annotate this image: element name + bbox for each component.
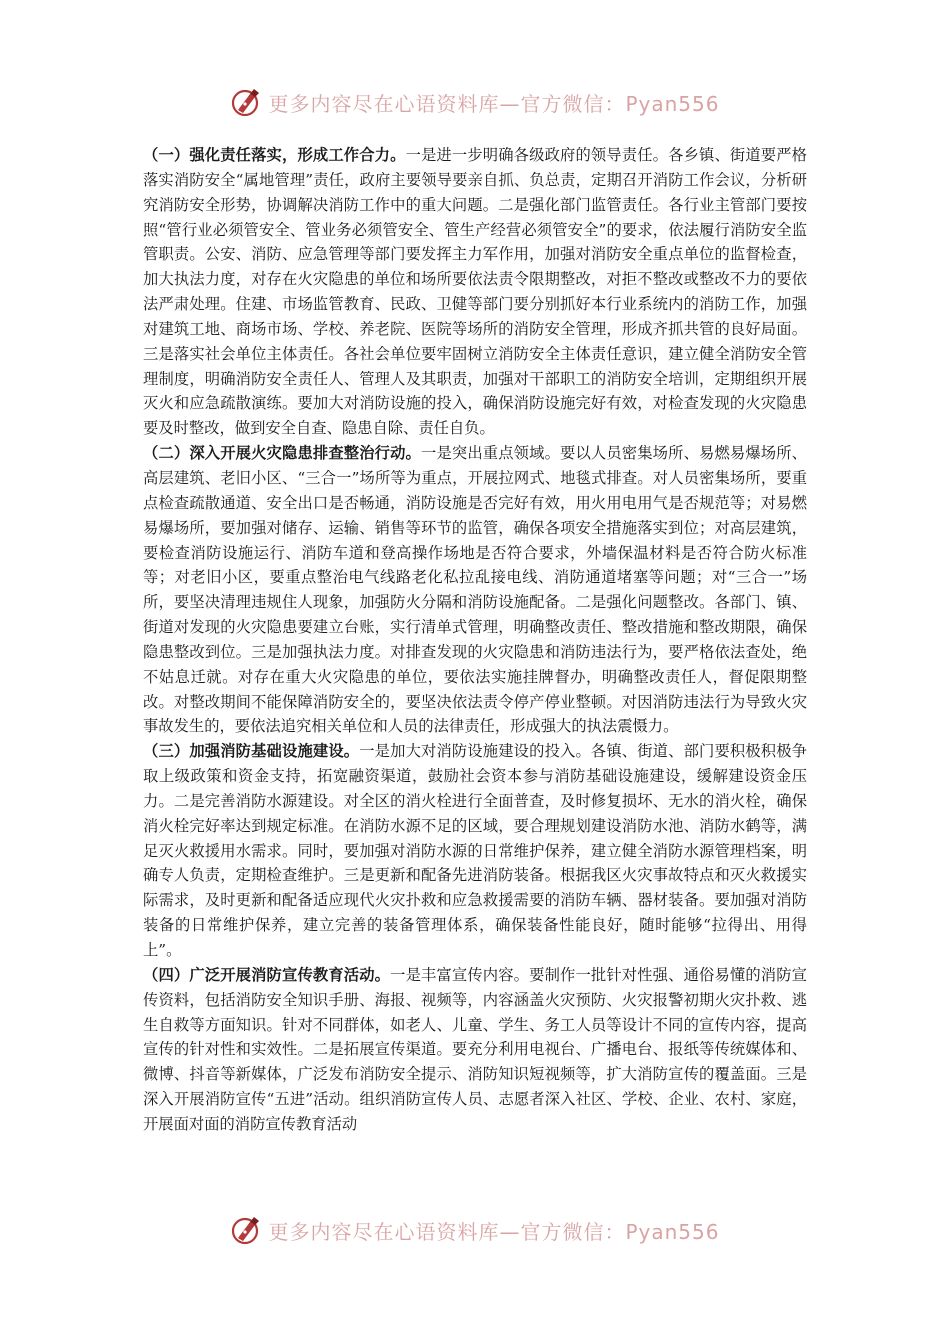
section-body: 一是加大对消防设施建设的投入。各镇、街道、部门要积极积极争取上级政策和资金支持，拓宽融资渠道，鼓励社会资本参与消防基础设施建设，缓解建设资金压力。二是完善消防水源建设。对全区的消火栓进行全面普查，及时修复损坏、无水的消火栓，确保消火栓完好率达到规定标准。在消防水源不足的区域，要合理规划建设消防水池、消防水鹤等，满足灭火救援用水需求。同时，要加强对消防水源的日常维护保养，建立健全消防水源管理档案，明确专人负责，定期检查维护。三是更新和配备先进消防装备。根据我区火灾事故特点和灭火救援实际需求，及时更新和配备适应现代火灾扑救和应急救援需要的消防车辆、器材装备。要加强对消防装备的日常维护保养，建立完善的装备管理体系，确保装备性能良好，随时能够“拉得出、用得上”。 (143, 742, 807, 959)
section-4 (143, 963, 807, 1137)
document-body (143, 143, 807, 1137)
section-heading: （一）强化责任落实，形成工作合力。 (143, 146, 406, 164)
section-body: 一是突出重点领域。要以人员密集场所、易燃易爆场所、高层建筑、老旧小区、“三合一”场所等为重点，开展拉网式、地毯式排查。对人员密集场所，要重点检查疏散通道、安全出口是否畅通，消防设施是否完好有效，用火用电用气是否规范等；对易燃易爆场所，要加强对储存、运输、销售等环节的监管，确保各项安全措施落实到位；对高层建筑，要检查消防设施运行、消防车道和登高操作场地是否符合要求，外墙保温材料是否符合防火标准等；对老旧小区，要重点整治电气线路老化私拉乱接电线、消防通道堵塞等问题；对“三合一”场所，要坚决清理违规住人现象，加强防火分隔和消防设施配备。二是强化问题整改。各部门、镇、街道对发现的火灾隐患要建立台账，实行清单式管理，明确整改责任、整改措施和整改期限，确保隐患整改到位。三是加强执法力度。对排查发现的火灾隐患和消防违法行为，要严格依法查处，绝不姑息迁就。对存在重大火灾隐患的单位，要依法实施挂牌督办，明确整改责任人，督促限期整改。对整改期间不能保障消防安全的，要坚决依法责令停产停业整顿。对因消防违法行为导致火灾事故发生的，要依法追究相关单位和人员的法律责任，形成强大的执法震慑力。 (143, 444, 807, 736)
footer-banner (0, 1210, 950, 1250)
pen-nib-logo-icon (230, 86, 262, 118)
section-3 (143, 739, 807, 963)
section-heading: （四）广泛开展消防宣传教育活动。 (143, 965, 391, 984)
section-heading: （三）加强消防基础设施建设。 (143, 742, 360, 761)
section-body: 一是进一步明确各级政府的领导责任。各乡镇、街道要严格落实消防安全“属地管理”责任，政府主要领导要亲自抓、负总责，定期召开消防工作会议，分析研究消防安全形势，协调解决消防工作中的重大问题。二是强化部门监管责任。各行业主管部门要按照“管行业必须管安全、管业务必须管安全、管生产经营必须管安全”的要求，依法履行消防安全监管职责。公安、消防、应急管理等部门要发挥主力军作用，加强对消防安全重点单位的监督检查，加大执法力度，对存在火灾隐患的单位和场所要依法责令限期整改，对拒不整改或整改不力的要依法严肃处理。住建、市场监管教育、民政、卫健等部门要分别抓好本行业系统内的消防工作，加强对建筑工地、商场市场、学校、养老院、医院等场所的消防安全管理，形成齐抓共管的良好局面。三是落实社会单位主体责任。各社会单位要牢固树立消防安全主体责任意识，建立健全消防安全管理制度，明确消防安全责任人、管理人及其职责，加强对干部职工的消防安全培训，定期组织开展灭火和应急疏散演练。要加大对消防设施的投入，确保消防设施完好有效，对检查发现的火灾隐患要及时整改，做到安全自查、隐患自除、责任自负。 (143, 146, 807, 438)
banner-text: 更多内容尽在心语资料库—官方微信：Pyan556 (268, 1219, 720, 1244)
header-banner (0, 82, 950, 122)
pen-nib-logo-icon (230, 1214, 262, 1246)
section-body: 一是丰富宣传内容。要制作一批针对性强、通俗易懂的消防宣传资料，包括消防安全知识手册、海报、视频等，内容涵盖火灾预防、火灾报警初期火灾扑救、逃生自救等方面知识。针对不同群体，如老人、儿童、学生、务工人员等设计不同的宣传内容，提高宣传的针对性和实效性。二是拓展宣传渠道。要充分利用电视台、广播电台、报纸等传统媒体和、微博、抖音等新媒体，广泛发布消防安全提示、消防知识短视频等，扩大消防宣传的覆盖面。三是深入开展消防宣传“五进”活动。组织消防宣传人员、志愿者深入社区、学校、企业、农村、家庭，开展面对面的消防宣传教育活动 (143, 965, 807, 1133)
section-heading: （二）深入开展火灾隐患排查整治行动。 (143, 444, 422, 463)
section-1 (143, 143, 807, 441)
banner-text: 更多内容尽在心语资料库—官方微信：Pyan556 (268, 91, 720, 116)
section-2 (143, 441, 807, 739)
